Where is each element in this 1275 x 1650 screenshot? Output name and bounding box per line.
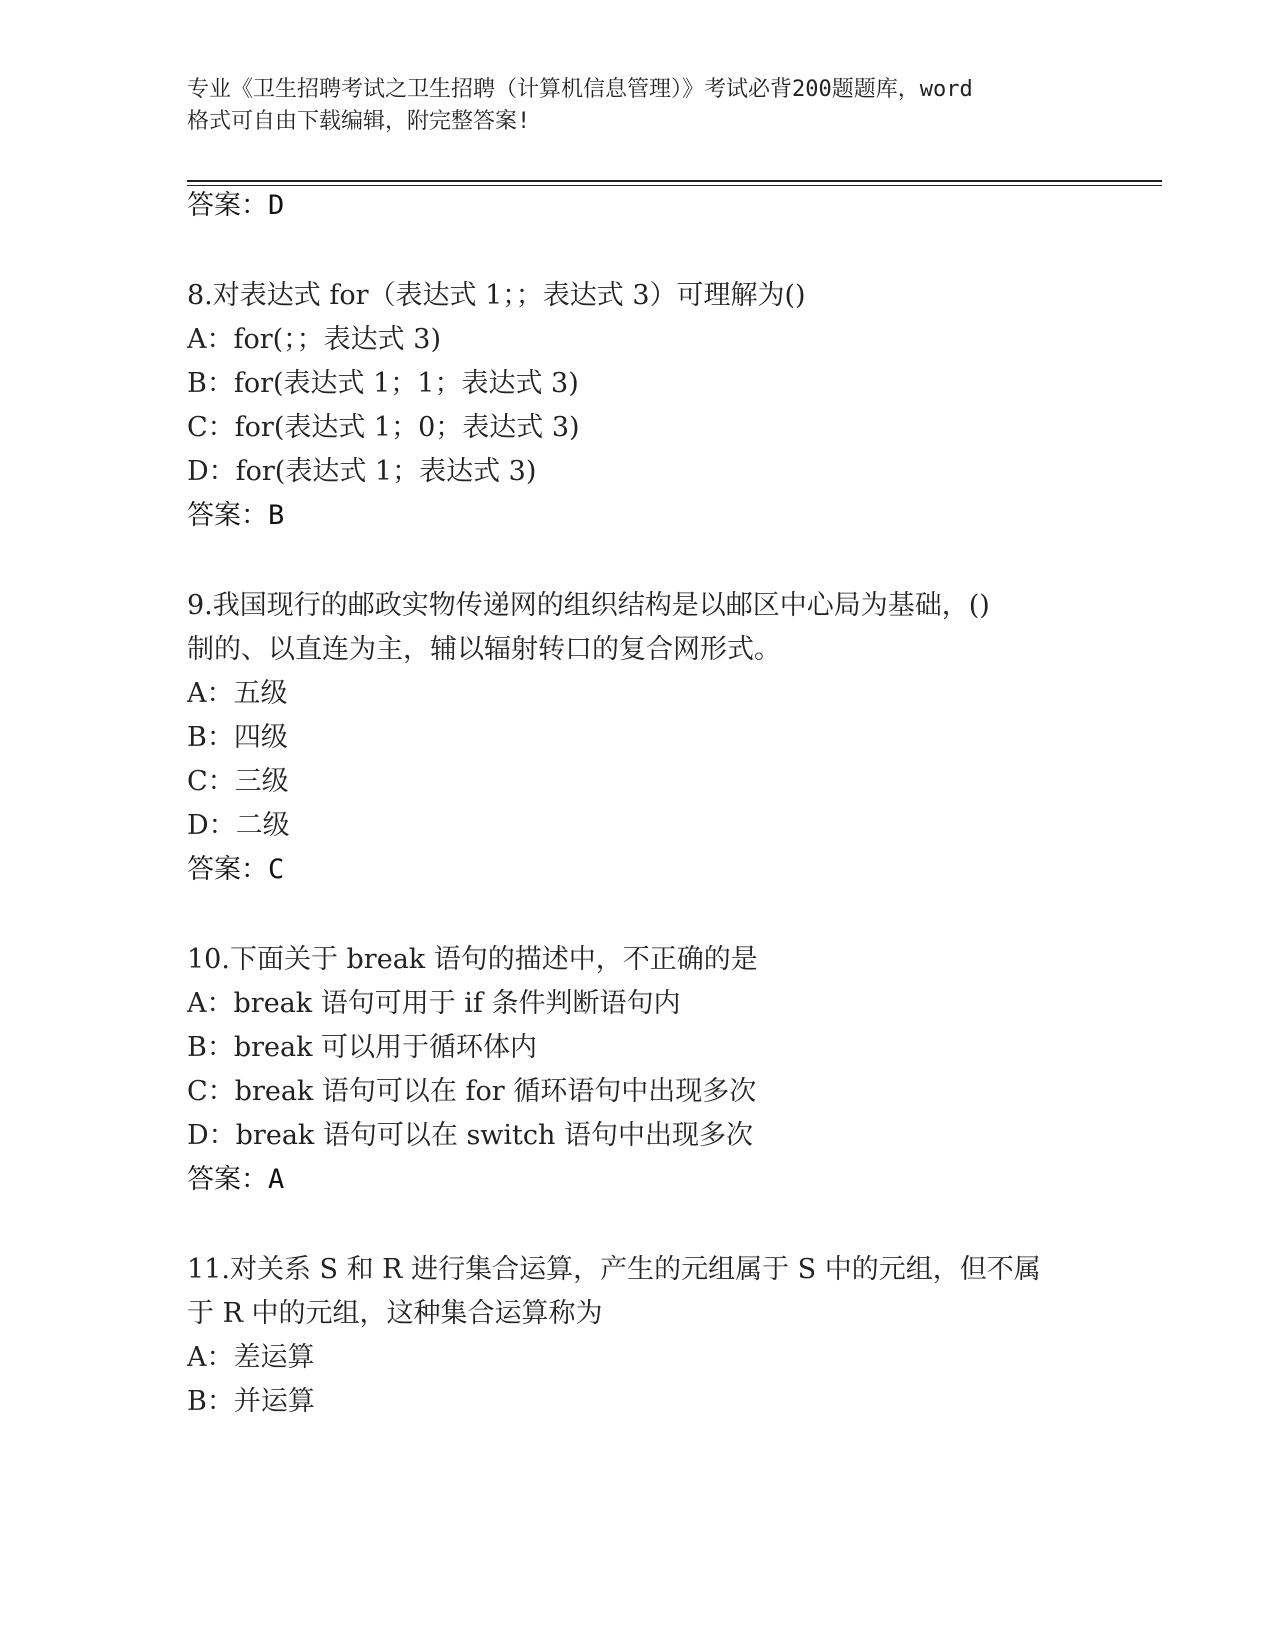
option-a: A：五级 bbox=[187, 678, 288, 709]
question-stem-line-1: 11.对关系 S 和 R 进行集合运算，产生的元组属于 S 中的元组，但不属 bbox=[187, 1254, 1041, 1285]
option-b: B：for(表达式 1；1；表达式 3) bbox=[187, 368, 579, 399]
document-header bbox=[187, 74, 1107, 138]
header-title-line-2: 格式可自由下载编辑，附完整答案! bbox=[187, 109, 531, 134]
answer-label: 答案：C bbox=[187, 854, 285, 885]
option-c: C：break 语句可以在 for 循环语句中出现多次 bbox=[187, 1076, 757, 1107]
option-a: A：for(；；表达式 3) bbox=[187, 324, 441, 355]
question-stem: 8.对表达式 for（表达式 1；；表达式 3）可理解为() bbox=[187, 280, 806, 311]
question-stem-line-1: 9.我国现行的邮政实物传递网的组织结构是以邮区中心局为基础，() bbox=[187, 590, 990, 621]
option-c: C：for(表达式 1；0；表达式 3) bbox=[187, 412, 580, 443]
header-divider-thin bbox=[187, 185, 1162, 186]
option-a: A：break 语句可用于 if 条件判断语句内 bbox=[187, 988, 681, 1019]
question-stem-line-2: 于 R 中的元组，这种集合运算称为 bbox=[187, 1298, 603, 1329]
option-d: D：for(表达式 1；表达式 3) bbox=[187, 456, 537, 487]
header-title-line-1: 专业《卫生招聘考试之卫生招聘（计算机信息管理）》考试必背200题题库，word bbox=[187, 77, 973, 102]
previous-answer: 答案：D bbox=[187, 190, 285, 221]
option-b: B：break 可以用于循环体内 bbox=[187, 1032, 538, 1063]
question-stem-line-2: 制的、以直连为主，辅以辐射转口的复合网形式。 bbox=[187, 634, 781, 665]
question-stem: 10.下面关于 break 语句的描述中，不正确的是 bbox=[187, 944, 758, 975]
option-a: A：差运算 bbox=[187, 1342, 315, 1373]
answer-label: 答案：B bbox=[187, 500, 285, 531]
option-b: B：并运算 bbox=[187, 1386, 315, 1417]
option-d: D：break 语句可以在 switch 语句中出现多次 bbox=[187, 1120, 753, 1151]
option-b: B：四级 bbox=[187, 722, 288, 753]
answer-label: 答案：A bbox=[187, 1164, 285, 1195]
option-d: D：二级 bbox=[187, 810, 290, 841]
option-c: C：三级 bbox=[187, 766, 289, 797]
header-divider-thick bbox=[187, 180, 1162, 182]
